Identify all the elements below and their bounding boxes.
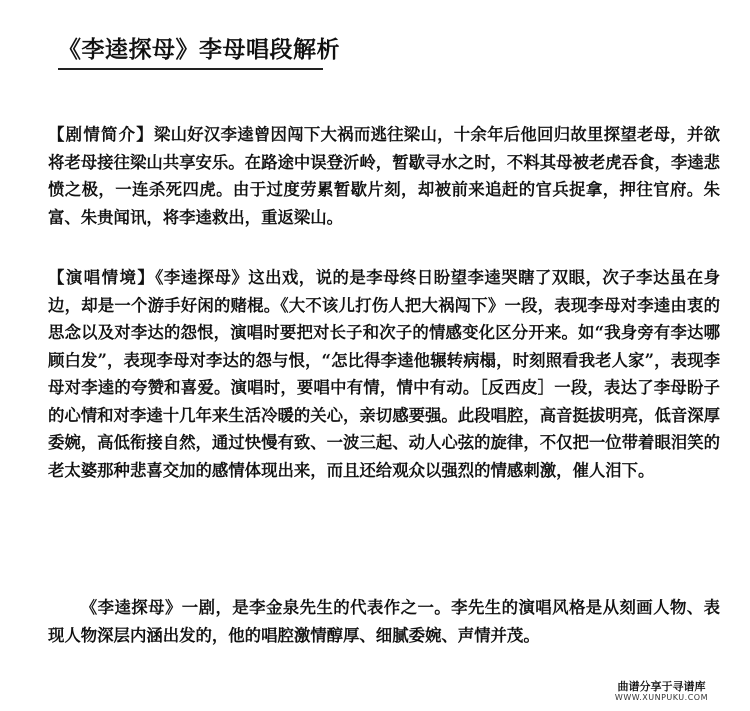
singing-context-tag: 【演唱情境】	[48, 268, 156, 287]
title-underline	[58, 68, 323, 70]
plot-summary-text: 梁山好汉李逵曾因闯下大祸而逃往梁山，十余年后他回归故里探望老母，并欲将老母接往梁山共享安乐。在路途中误登沂岭，暂歇寻水之时，不料其母被老虎吞食，李逵悲愤之极，一连杀死四虎。由于过度劳累暂歇片刻，却被前来追赶的官兵捉拿，押往官府。朱富、朱贵闻讯，将李逵救出，重返梁山。	[48, 125, 721, 227]
singing-context-paragraph	[48, 264, 720, 484]
watermark	[615, 680, 708, 703]
plot-summary-tag: 【剧情简介】	[48, 125, 154, 144]
closing-text: 《李逵探母》一剧，是李金泉先生的代表作之一。李先生的演唱风格是从刻画人物、表现人物深层内涵出发的，他的唱腔激情醇厚、细腻委婉、声情并茂。	[48, 598, 720, 645]
watermark-site-url: WWW.XUNPUKU.COM	[614, 693, 708, 702]
plot-summary-paragraph	[48, 121, 720, 231]
closing-paragraph	[48, 594, 720, 649]
singing-context-text: 《李逵探母》这出戏，说的是李母终日盼望李逵哭瞎了双眼，次子李达虽在身边，却是一个游手好闲的赌棍。《大不该儿打伤人把大祸闯下》一段，表现李母对李逵由衷的思念以及对李达的怨恨，演唱时要把对长子和次子的情感变化区分开来。如“我身旁有李达哪顾白发”，表现李母对李达的怨与恨，“怎比得李逵他辗转病榻，时刻照看我老人家”，表现李母对李逵的夸赞和喜爱。演唱时，要唱中有情，情中有动。［反西皮］一段，表达了李母盼子的心情和对李逵十几年来生活冷暖的关心，亲切感要强。此段唱腔，高音挺拔明亮，低音深厚委婉，高低衔接自然，通过快慢有致、一波三起、动人心弦的旋律，不仅把一位带着眼泪笑的老太婆那种悲喜交加的感情体现出来，而且还给观众以强烈的情感刺激，催人泪下。	[48, 268, 721, 480]
article-title: 《李逵探母》李母唱段解析	[58, 37, 340, 63]
watermark-site-name: 曲谱分享于寻谱库	[617, 680, 706, 693]
